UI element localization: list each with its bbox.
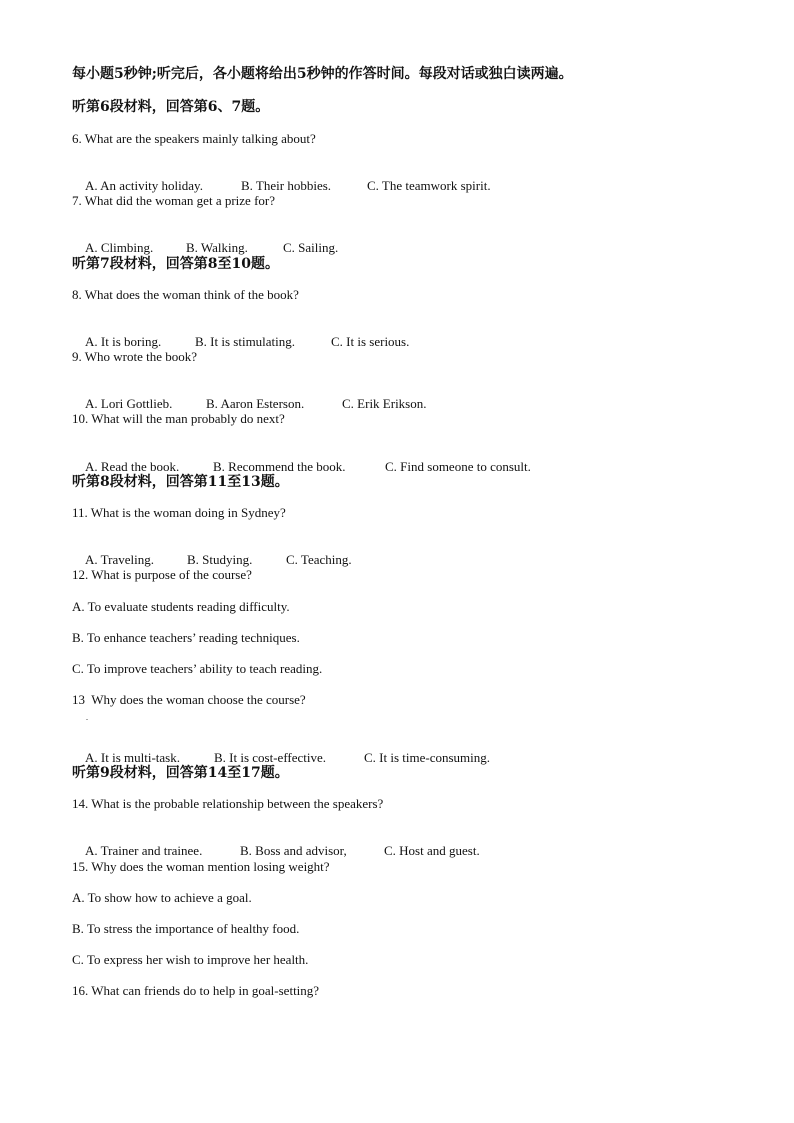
option: A. Lori Gottlieb. <box>85 396 173 411</box>
option: C. To improve teachers’ ability to teach reading. <box>72 661 323 676</box>
question: 13 Why does the woman choose the course? <box>72 692 306 707</box>
option: B. It is stimulating. <box>195 334 296 349</box>
section-heading: 听第8段材料，回答第11至13题。 <box>72 474 289 490</box>
question: 7. What did the woman get a prize for? <box>72 193 275 208</box>
question: 9. Who wrote the book? <box>72 349 198 364</box>
option: C. Find someone to consult. <box>385 459 531 474</box>
option: A. An activity holiday. <box>85 178 203 193</box>
option: A. Trainer and trainee. <box>85 843 203 858</box>
option: C. It is serious. <box>331 334 410 349</box>
option: A. It is multi-task. <box>85 750 180 765</box>
section-heading: 听第9段材料，回答第14至17题。 <box>72 765 289 781</box>
option: B. To stress the importance of healthy food. <box>72 921 300 936</box>
option: A. To evaluate students reading difficulty. <box>72 599 290 614</box>
option: A. Read the book. <box>85 459 180 474</box>
section-heading: 听第6段材料，回答第6、7题。 <box>72 99 270 115</box>
option: B. Walking. <box>186 240 248 255</box>
question: 12. What is purpose of the course? <box>72 567 252 582</box>
option: B. To enhance teachers’ reading techniques. <box>72 630 300 645</box>
option: C. Teaching. <box>286 552 352 567</box>
question: 15. Why does the woman mention losing weight? <box>72 859 330 874</box>
option: C. Erik Erikson. <box>342 396 427 411</box>
option: C. It is time-consuming. <box>364 750 491 765</box>
option: C. To express her wish to improve her health. <box>72 952 309 967</box>
option: C. The teamwork spirit. <box>367 178 491 193</box>
option: A. Climbing. <box>85 240 154 255</box>
instructions: 每小题5秒钟;听完后，各小题将给出5秒钟的作答时间。每段对话或独白读两遍。 <box>72 66 573 82</box>
question: 16. What can friends do to help in goal-setting? <box>72 983 320 998</box>
question: 11. What is the woman doing in Sydney? <box>72 505 286 520</box>
question: 10. What will the man probably do next? <box>72 411 285 426</box>
question: 14. What is the probable relationship between the speakers? <box>72 796 384 811</box>
question: 6. What are the speakers mainly talking about? <box>72 131 316 146</box>
option: B. It is cost-effective. <box>214 750 327 765</box>
option: A. It is boring. <box>85 334 162 349</box>
option: C. Sailing. <box>283 240 339 255</box>
option: A. Traveling. <box>85 552 154 567</box>
section-heading: 听第7段材料，回答第8至10题。 <box>72 256 279 272</box>
option: C. Host and guest. <box>384 843 480 858</box>
question: 8. What does the woman think of the book? <box>72 287 299 302</box>
stray-dot: . <box>86 713 88 722</box>
option: B. Aaron Esterson. <box>206 396 305 411</box>
option: B. Their hobbies. <box>241 178 332 193</box>
option: B. Studying. <box>187 552 253 567</box>
option: B. Recommend the book. <box>213 459 346 474</box>
option: B. Boss and advisor, <box>240 843 347 858</box>
option: A. To show how to achieve a goal. <box>72 890 252 905</box>
